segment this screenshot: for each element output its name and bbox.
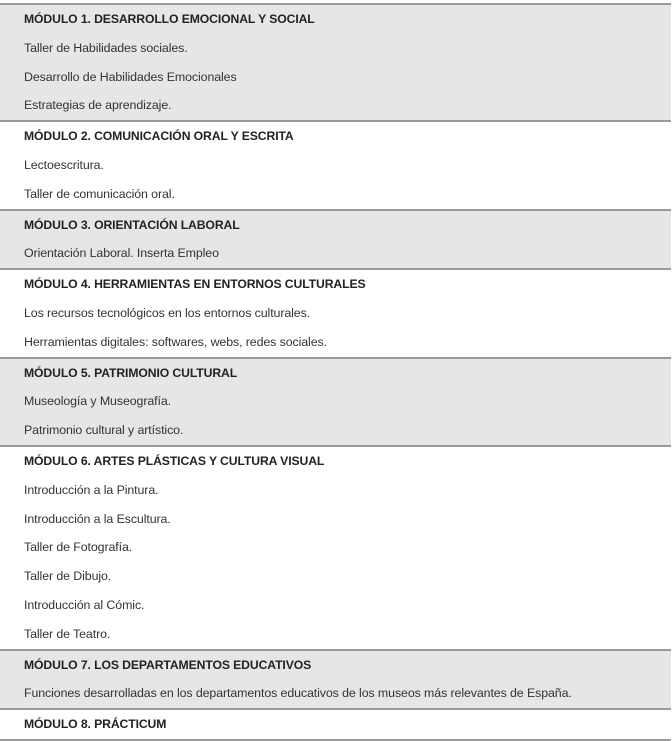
module-title: MÓDULO 4. HERRAMIENTAS EN ENTORNOS CULTURALES bbox=[24, 277, 366, 292]
module-6 bbox=[0, 445, 671, 649]
module-item: Taller de comunicación oral. bbox=[24, 186, 175, 201]
module-5 bbox=[0, 357, 671, 445]
module-item: Patrimonio cultural y artístico. bbox=[24, 423, 184, 438]
module-item: Taller de Habilidades sociales. bbox=[24, 40, 188, 55]
module-title: MÓDULO 5. PATRIMONIO CULTURAL bbox=[24, 365, 238, 380]
module-title: MÓDULO 8. PRÁCTICUM bbox=[24, 717, 167, 732]
module-item: Taller de Teatro. bbox=[24, 626, 111, 641]
module-4 bbox=[0, 268, 671, 356]
module-item: Estrategias de aprendizaje. bbox=[24, 98, 172, 113]
module-title: MÓDULO 7. LOS DEPARTAMENTOS EDUCATIVOS bbox=[24, 657, 312, 672]
module-item: Taller de Fotografía. bbox=[24, 540, 133, 555]
module-item: Introducción a la Pintura. bbox=[24, 482, 159, 497]
module-item: Lectoescritura. bbox=[24, 157, 104, 172]
module-title: MÓDULO 3. ORIENTACIÓN LABORAL bbox=[24, 217, 240, 232]
modules-table bbox=[0, 3, 671, 741]
module-title: MÓDULO 6. ARTES PLÁSTICAS Y CULTURA VISUAL bbox=[24, 453, 325, 468]
module-1 bbox=[0, 3, 671, 120]
module-3 bbox=[0, 209, 671, 269]
module-item: Desarrollo de Habilidades Emocionales bbox=[24, 69, 237, 84]
module-item: Museología y Museografía. bbox=[24, 394, 171, 409]
module-item: Los recursos tecnológicos en los entornos culturales. bbox=[24, 305, 311, 320]
module-item: Orientación Laboral. Inserta Empleo bbox=[24, 246, 219, 261]
module-item: Herramientas digitales: softwares, webs, redes sociales. bbox=[24, 334, 327, 349]
module-title: MÓDULO 2. COMUNICACIÓN ORAL Y ESCRITA bbox=[24, 129, 294, 144]
module-item: Funciones desarrolladas en los departamentos educativos de los museos más relevantes de España. bbox=[24, 686, 572, 701]
module-item: Introducción a la Escultura. bbox=[24, 511, 171, 526]
module-item: Introducción al Cómic. bbox=[24, 597, 145, 612]
module-title: MÓDULO 1. DESARROLLO EMOCIONAL Y SOCIAL bbox=[24, 12, 315, 26]
module-8 bbox=[0, 708, 671, 741]
module-7 bbox=[0, 649, 671, 709]
module-item: Taller de Dibujo. bbox=[24, 569, 112, 584]
module-2 bbox=[0, 120, 671, 208]
